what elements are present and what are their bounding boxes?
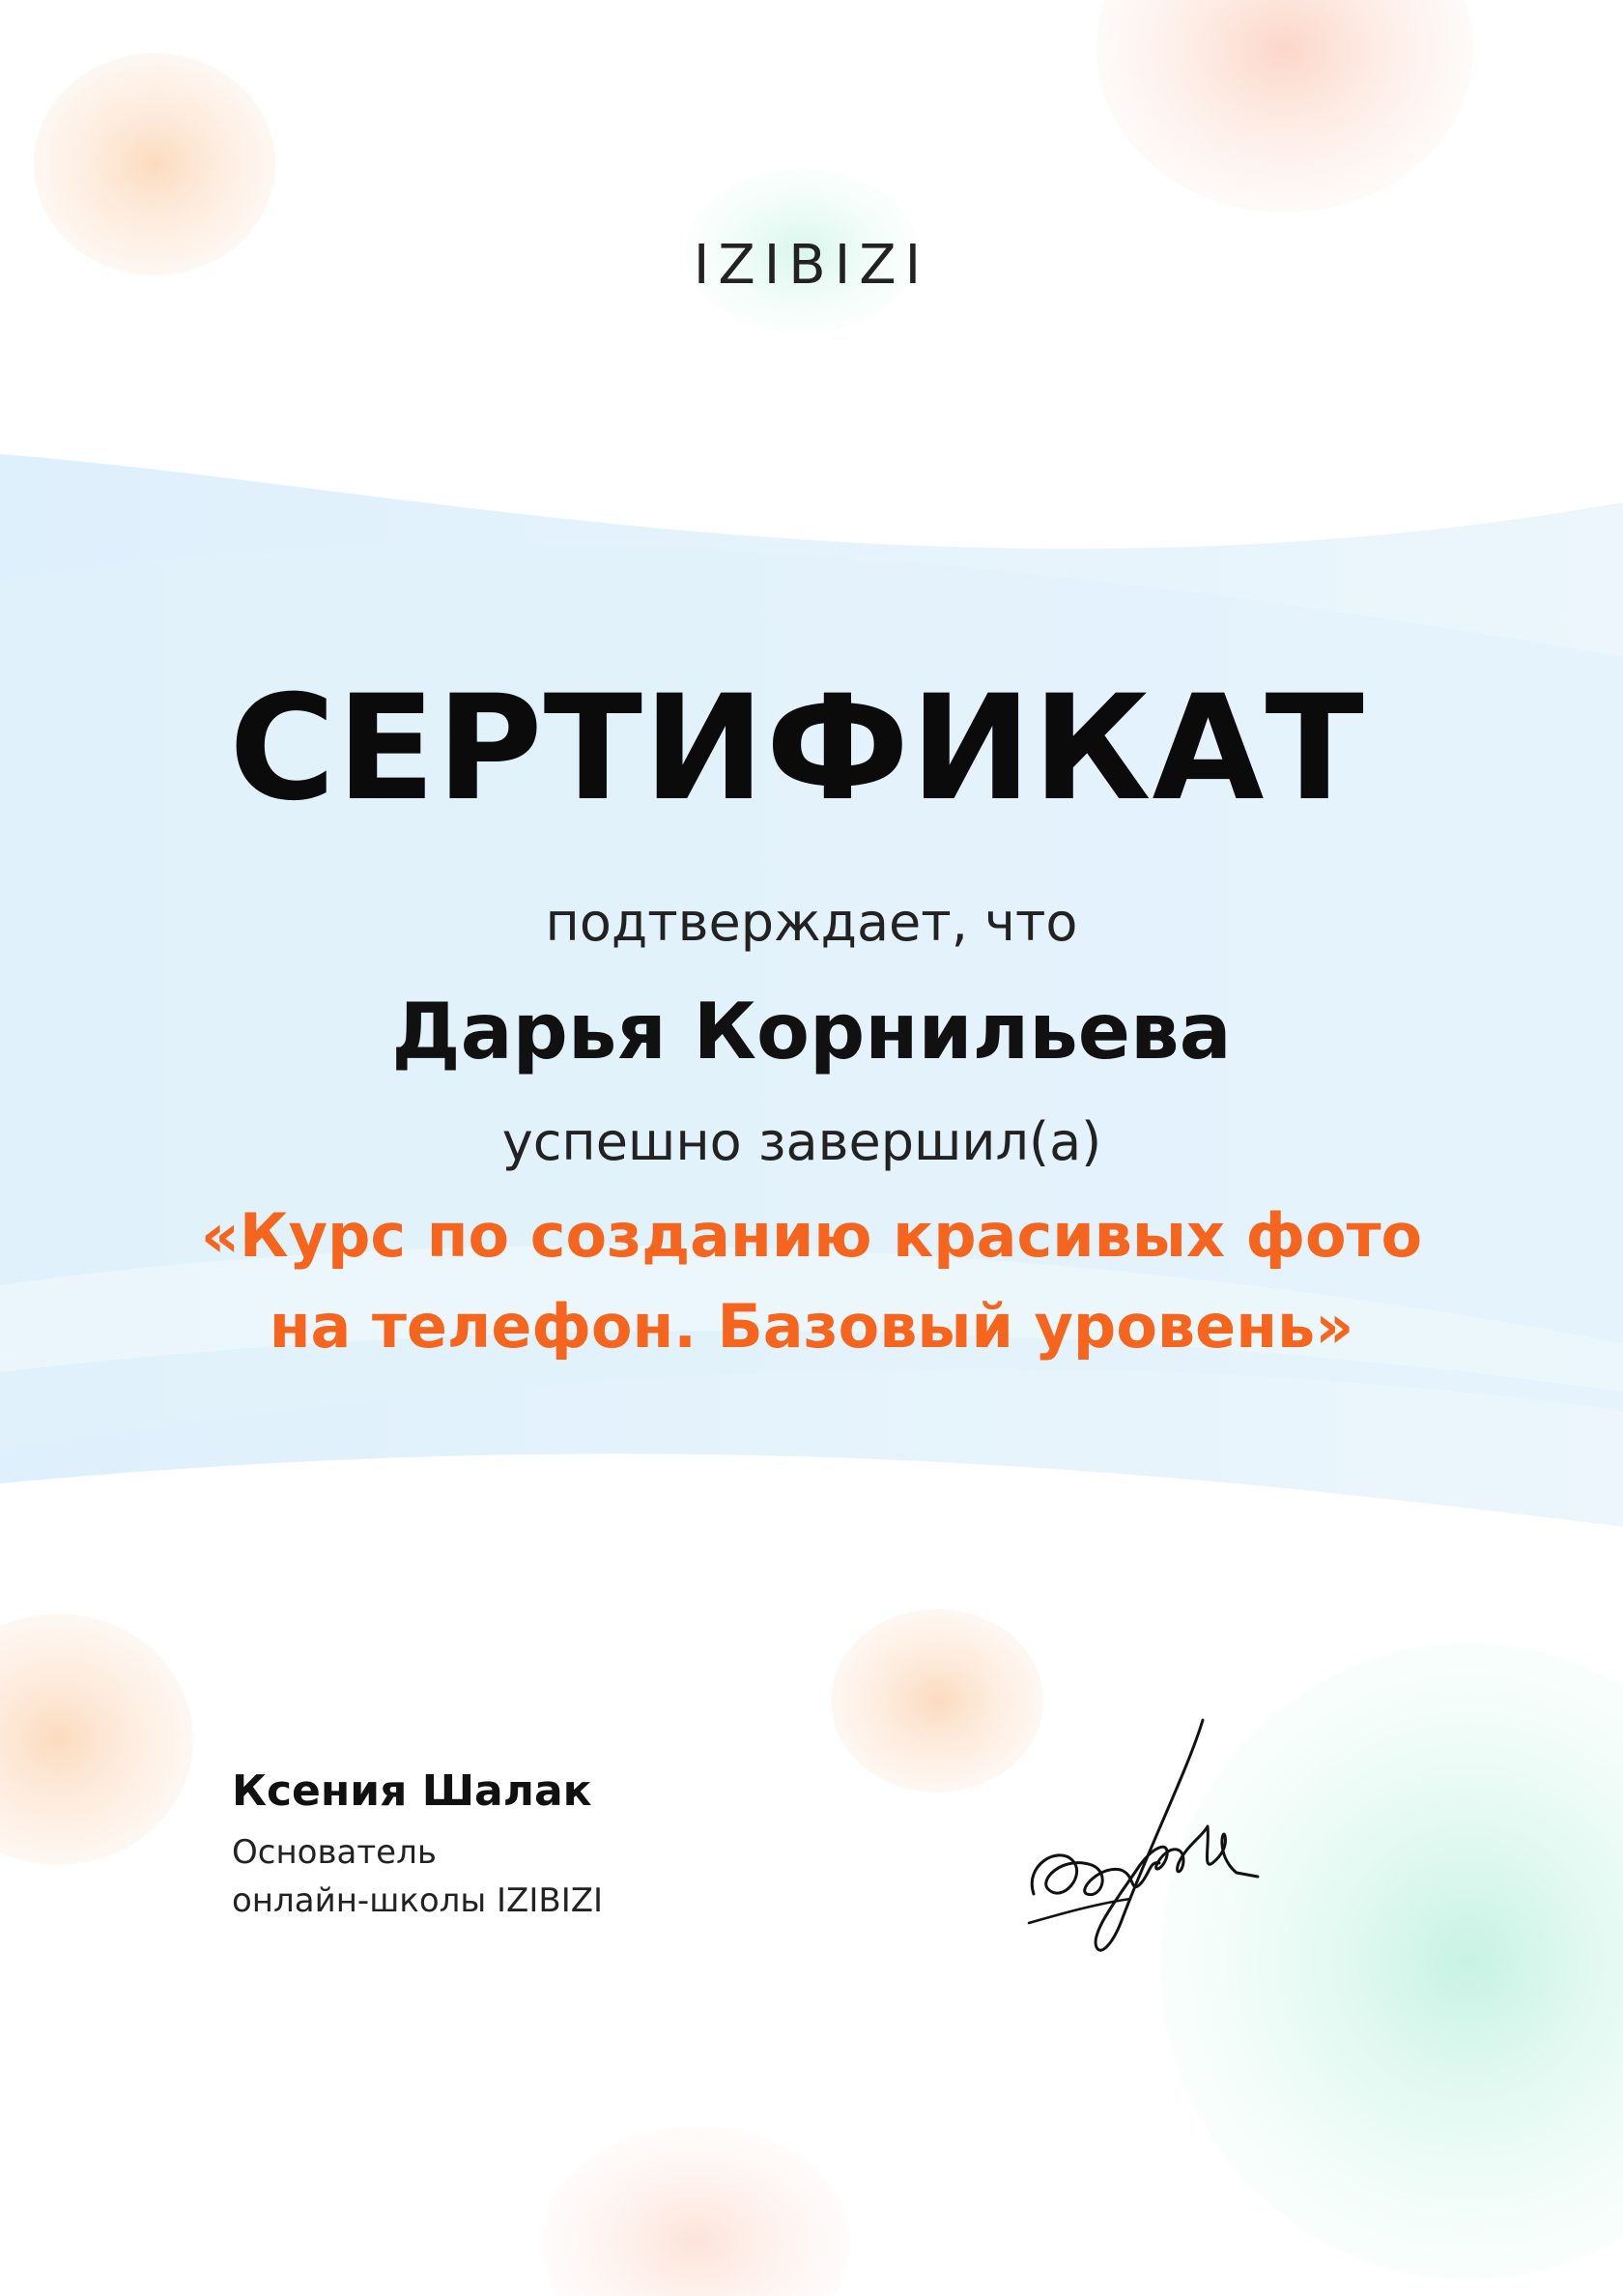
brand-logo: IZIBIZI	[693, 234, 930, 297]
completed-text: успешно завершил(а)	[501, 1111, 1102, 1172]
signer-role	[232, 1828, 603, 1925]
recipient-name: Дарья Корнильева	[391, 987, 1232, 1076]
course-title-line1: «Курс по созданию красивых фото	[200, 1200, 1423, 1271]
signer-role-line1: Основатель	[232, 1833, 437, 1872]
blob-bottom-center	[541, 2126, 850, 2296]
signature-image	[1005, 1701, 1275, 1971]
blob-mid-left	[0, 1614, 193, 1865]
confirms-text: подтверждает, что	[545, 892, 1078, 953]
certificate-title: СЕРТИФИКАТ	[229, 665, 1365, 833]
signer-name: Ксения Шалак	[232, 1766, 592, 1816]
blob-top-right	[1096, 0, 1473, 213]
signer-role-line2: онлайн-школы IZIBIZI	[232, 1881, 604, 1920]
course-title-line2: на телефон. Базовый уровень»	[269, 1291, 1354, 1362]
course-title	[0, 1191, 1623, 1372]
